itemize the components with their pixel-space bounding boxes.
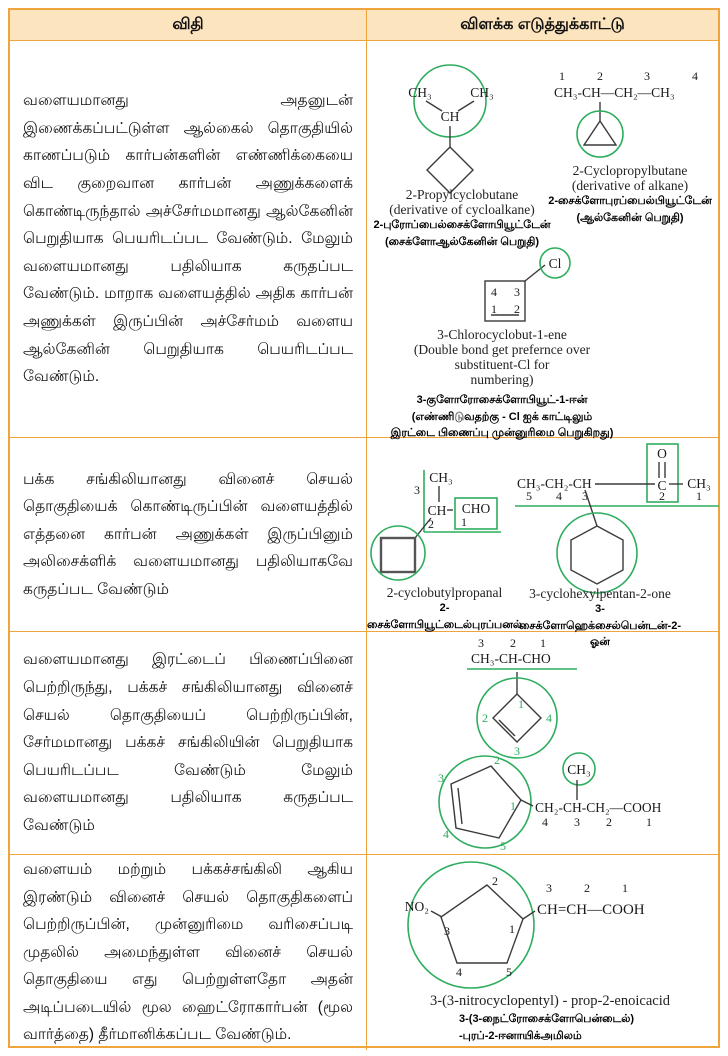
chain-formula: CH₃-CH—CH₂—CH₃ (554, 85, 675, 100)
atom-label: O (657, 446, 667, 461)
structure-note-en: (Double bond get prefernce over (413, 342, 591, 358)
carbon-number: 2 (659, 489, 665, 503)
structure-name-en: 2-Propylcyclobutane (405, 187, 519, 202)
carbon-number: 3 (478, 636, 484, 650)
cyclohexane-ring (571, 526, 623, 584)
atom-label: CH₃ (567, 762, 591, 777)
structure-note-en: substituent-Cl for (454, 357, 550, 373)
structure-name-ta: -புரப்-2-ஈனாயிக்அமிலம் (459, 1029, 582, 1042)
ring-number: 1 (518, 697, 524, 711)
cyclobutene-ring (493, 694, 541, 742)
atom-label: NO₂ (404, 899, 429, 914)
bond (525, 265, 545, 281)
cyclopentenyl-acid-structure (397, 744, 707, 852)
carbon-number: 1 (491, 302, 497, 316)
structure-name-ta: 2-சைக்ளோபுரப்பைல்பியூட்டேன் (548, 195, 712, 208)
highlight-circle (408, 862, 534, 988)
ring-number: 1 (509, 922, 515, 936)
chain-formula: CH=CH—COOH (537, 902, 645, 918)
ring-number: 3 (438, 771, 444, 785)
example-cell-1 (367, 41, 718, 440)
nomenclature-rules-table (8, 8, 720, 1048)
atom-label: CH₃ (687, 476, 711, 491)
carbon-number: 2 (584, 881, 590, 895)
double-bond (499, 720, 515, 736)
example-cell-2 (367, 438, 718, 649)
structure-note-ta: இரட்டை பிணைப்பு முன்னுரிமை பெறுகிறது) (390, 427, 614, 440)
ring-number: 4 (546, 711, 552, 725)
bond (426, 101, 442, 111)
ring-number: 1 (510, 799, 516, 813)
structure-name-ta: 2-புரோப்பைல்சைக்ளோபியூட்டேன் (373, 219, 551, 232)
atom-label: CH (427, 503, 447, 518)
bond (458, 101, 474, 111)
carbon-number: 2 (428, 517, 434, 531)
cyclopropane-ring (584, 121, 616, 145)
structure-caption-ta (459, 1011, 699, 1044)
carbon-number: 4 (692, 69, 698, 83)
structure-caption (539, 163, 721, 226)
carbon-number: 2 (606, 815, 612, 829)
ring-number: 5 (500, 839, 506, 852)
bond (431, 911, 442, 917)
structure-name-en: 3-cyclohexylpentan-2-one (529, 586, 671, 601)
structure-name-en: 2-cyclobutylpropanal (386, 585, 503, 600)
cyclopropylbutane-structure (552, 69, 722, 164)
chain-formula: CH₂-CH-CH₂—COOH (535, 800, 662, 815)
ring-number: 2 (492, 874, 498, 888)
header-rule-column: விதி (10, 10, 367, 40)
carbon-number: 1 (622, 881, 628, 895)
carbon-number: 2 (514, 302, 520, 316)
carbon-number: 3 (644, 69, 650, 83)
structure-name-ta: 3-குளோரோசைக்ளோபியூட்-1-ஈன் (416, 394, 588, 407)
structure-name-en: 3-(3-nitrocyclopentyl) - prop-2-enoicacid (430, 993, 670, 1009)
structure-subname-ta: (சைக்ளோஆல்கேனின் பெறுதி) (384, 235, 540, 248)
table-row (10, 40, 718, 440)
rule-text-1: வளையமானது அதனுடன் இணைக்கப்பட்டுள்ள ஆல்கைல் தொகுதியில் காணப்படும் கார்பன்களின் எண்ணிக்கையை விட குறைவான கார்பன் அணுக்களைக் கொண்டிருந்தால் அச்சேர்மமானது ஆல்கேனின் பெறுதியாக பெயரிடப்பட வேண்டும். மேலும் வளையமானது பதிலியாக கருதப்பட வேண்டும். மாறாக வளையத்தில் அதிக கார்பன் அணுக்கள் இருப்பின் அச்சேர்மம் வளைய ஆல்கேனின் பெறுதியாக பெயரிடப்பட வேண்டும். (23, 92, 353, 386)
atom-label: C (657, 478, 667, 493)
rule-cell-3 (10, 632, 367, 854)
ring-number: 3 (444, 924, 450, 938)
structure-name-ta: 3-(3-நைட்ரோசைக்ளோபென்டைல்) (459, 1013, 635, 1025)
rule-cell-1 (10, 41, 367, 437)
table-row (10, 854, 718, 1050)
carbon-number: 1 (696, 489, 702, 503)
ring-number: 2 (482, 711, 488, 725)
carbon-number: 1 (559, 69, 565, 83)
structure-name-ta: 2-சைக்ளோபியூட்டைல்புரப்பனல் (367, 602, 523, 631)
bond (585, 490, 597, 526)
structure-caption (385, 993, 715, 1009)
carbon-number: 1 (646, 815, 652, 829)
ring-number: 3 (514, 744, 520, 758)
structure-note-en: numbering) (470, 372, 534, 388)
carbon-number: 5 (526, 489, 532, 503)
ring-number: 4 (456, 965, 462, 979)
double-bond (458, 788, 462, 824)
structure-note-ta: (எண்ணிடுவதற்கு - Cl ஐக் காட்டிலும் (411, 410, 593, 423)
structure-name-en: 3-Chlorocyclobut-1-ene (437, 327, 567, 342)
carbon-number: 3 (546, 881, 552, 895)
header-example-column: விளக்க எடுத்துக்காட்டு (460, 16, 625, 33)
atom-label: CH₃ (470, 85, 494, 100)
structure-caption (367, 327, 637, 442)
rule-text-3: வளையமானது இரட்டைப் பிணைப்பினை பெற்றிருந்து, பக்கச் சங்கிலியானது வினைச் செயல் தொகுதியைப் பெற்றிருப்பின், சேர்மமானது பக்கச் சங்கிலியின் பெறுதியாக பெயரிடப்பட வேண்டும் மேலும் வளையமானது பதிலியாக கருதப்பட வேண்டும் (23, 651, 353, 834)
table-row (10, 631, 718, 854)
cyclobutane-ring (381, 538, 415, 572)
carbon-number: 3 (582, 489, 588, 503)
carbon-number: 4 (556, 489, 562, 503)
carbon-number: 3 (574, 815, 580, 829)
rule-text-4: வளையம் மற்றும் பக்கச்சங்கிலி ஆகிய இரண்டும் வினைச் செயல் தொகுதிகளைப் பெற்றிருப்பின், முன்னுரிமை வரிசைப்படி முதலில் அமைந்துள்ள வினைச் செயல் தொகுதியை எது பெற்றுள்ளதோ அதன் அடிப்படையில் மூல ஹைட்ரோகார்பன் (மூல வார்த்தை) தீர்மானிக்கப்பட வேண்டும். (23, 860, 353, 1044)
table-row (10, 437, 718, 649)
carbon-number: 1 (540, 636, 546, 650)
chain-formula: CH₃-CH-CHO (471, 651, 551, 666)
example-cell-4 (367, 855, 718, 1050)
nitrocyclopentyl-structure (385, 859, 721, 993)
carbon-number: 3 (514, 285, 520, 299)
structure-name-ta: 3-சைக்ளோஹெக்சைல்பென்டன்-2-ஓன் (518, 603, 681, 649)
carbon-number: 2 (510, 636, 516, 650)
structure-subname-en: (derivative of alkane) (571, 178, 689, 194)
example-cell-3 (367, 632, 718, 854)
atom-label: Cl (548, 256, 562, 271)
structure-name-en: 2-Cyclopropylbutane (572, 163, 688, 178)
ring-number: 4 (443, 827, 449, 841)
ring-number: 2 (494, 753, 500, 767)
rule-cell-4 (10, 855, 367, 1050)
carbon-number: 2 (597, 69, 603, 83)
carbon-number: 1 (461, 515, 467, 529)
chain-formula: CH₃-CH₂-CH (517, 476, 592, 491)
rule-text-2: பக்க சங்கிலியானது வினைச் செயல் தொகுதியைக் கொண்டிருப்பின் வளையத்தில் எத்தனை கார்பன் அணுக்கள் இருப்பினும் அலிசைக்ளிக் வளையமானது பதிலியாகவே கருதப்பட வேண்டும் (23, 470, 353, 598)
atom-label: CH (440, 109, 460, 124)
cyclohexylpentanone-structure (515, 438, 721, 596)
carbon-number: 4 (491, 285, 497, 299)
structure-caption (367, 585, 522, 633)
cyclobutylpropanal-structure (369, 460, 519, 584)
atom-label: CH₃ (408, 85, 432, 100)
ring-number: 5 (506, 965, 512, 979)
table-header-row (10, 10, 718, 40)
structure-subname-ta: (ஆல்கேனின் பெறுதி) (576, 211, 684, 224)
propylcyclobutane-structure (382, 53, 522, 198)
structure-subname-en: (derivative of cycloalkane) (389, 202, 535, 218)
atom-label: CH₃ (429, 470, 453, 485)
rule-cell-2 (10, 438, 367, 631)
carbon-number: 4 (542, 815, 548, 829)
carbon-number: 3 (414, 483, 420, 497)
chlorocyclobutene-structure (467, 241, 597, 329)
atom-label: CHO (461, 501, 491, 516)
